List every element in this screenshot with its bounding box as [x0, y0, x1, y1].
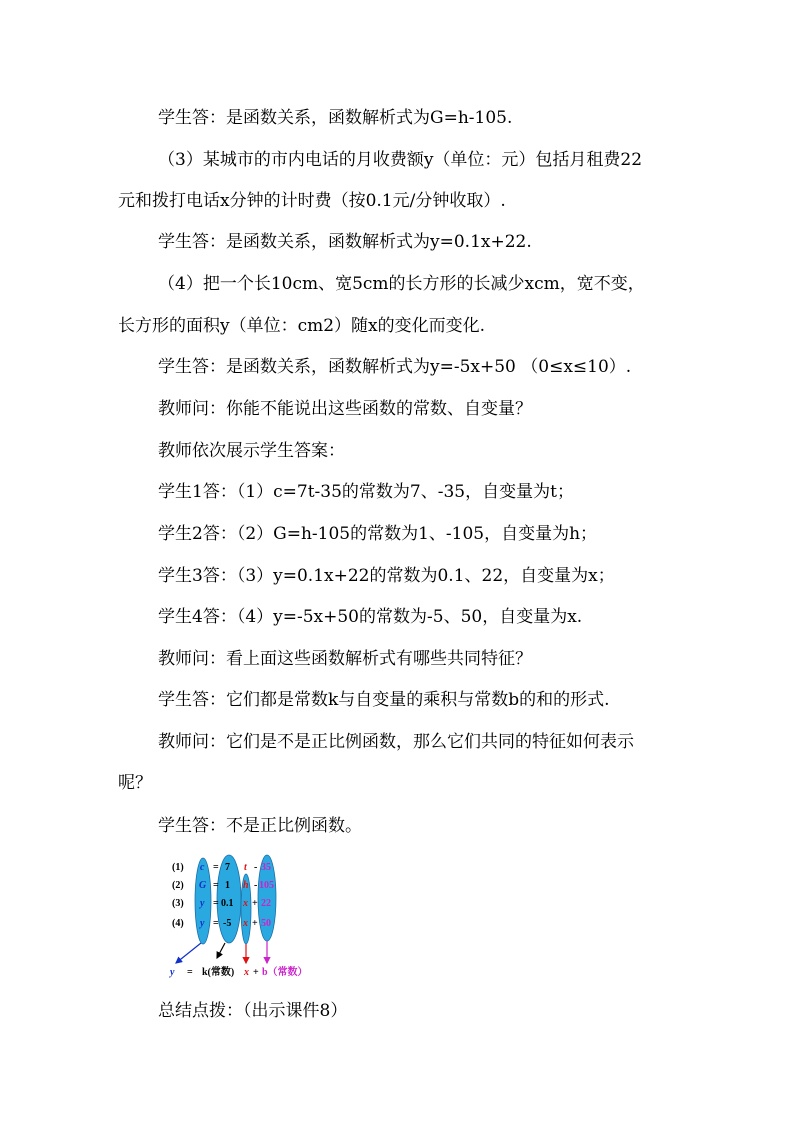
- arrow-y: [176, 943, 201, 963]
- row-label: (3): [172, 898, 184, 909]
- paragraph: 学生答：不是正比例函数。: [158, 816, 362, 836]
- paragraph: 教师问：它们是不是正比例函数，那么它们共同的特征如何表示: [158, 732, 634, 752]
- arrow-k: [217, 943, 225, 958]
- formula-eq: =: [187, 967, 193, 978]
- paragraph: （4）把一个长10cm、宽5cm的长方形的长减少xcm，宽不变，: [158, 274, 645, 294]
- y-var: y: [200, 898, 205, 909]
- paragraph: 教师问：你能不能说出这些函数的常数、自变量？: [158, 399, 532, 419]
- row-label: (4): [172, 918, 184, 929]
- b-value: 50: [261, 918, 271, 929]
- equals-sign: =: [213, 862, 219, 873]
- operator: -: [254, 880, 258, 891]
- paragraph: （3）某城市的市内电话的月收费额y（单位：元）包括月租费22: [158, 150, 643, 170]
- paragraph: 学生答：是函数关系，函数解析式为y=0.1x+22.: [158, 232, 532, 252]
- equals-sign: =: [213, 880, 219, 891]
- paragraph: 教师依次展示学生答案：: [158, 441, 345, 461]
- y-var: c: [200, 862, 205, 873]
- row-label: (2): [172, 880, 184, 891]
- formula-plus: +: [253, 967, 259, 978]
- b-value: 35: [261, 862, 271, 873]
- linear-function-figure: [165, 852, 325, 982]
- row-label: (1): [172, 862, 184, 873]
- b-value: 22: [261, 898, 271, 909]
- paragraph: 教师问：看上面这些函数解析式有哪些共同特征？: [158, 649, 532, 669]
- formula-x: x: [244, 967, 249, 978]
- y-var: G: [199, 880, 207, 891]
- paragraph: 学生3答：（3）y=0.1x+22的常数为0.1、22，自变量为x；: [158, 566, 615, 586]
- paragraph: 长方形的面积y（单位：cm2）随x的变化而变化.: [118, 316, 486, 336]
- paragraph: 学生答：是函数关系，函数解析式为G=h-105.: [158, 108, 513, 128]
- paragraph: 总结点拨：（出示课件8）: [158, 1001, 348, 1021]
- y-var: y: [200, 918, 205, 929]
- b-value: 105: [259, 880, 274, 891]
- operator: -: [254, 862, 258, 873]
- x-var: x: [243, 918, 248, 929]
- operator: +: [252, 898, 258, 909]
- paragraph: 学生2答：（2）G=h-105的常数为1、-105，自变量为h；: [158, 524, 598, 544]
- formula-y: y: [170, 967, 175, 978]
- k-value: 0.1: [221, 898, 234, 909]
- k-value: 1: [225, 880, 230, 891]
- paragraph: 元和拨打电话x分钟的计时费（按0.1元/分钟收取）.: [118, 191, 506, 211]
- x-var: h: [243, 880, 249, 891]
- k-value: 7: [225, 862, 230, 873]
- equals-sign: =: [213, 898, 219, 909]
- paragraph: 学生答：是函数关系，函数解析式为y=-5x+50 （0≤x≤10）.: [158, 357, 632, 377]
- x-var: x: [243, 898, 248, 909]
- equals-sign: =: [213, 918, 219, 929]
- k-value: -5: [223, 918, 232, 929]
- operator: +: [252, 918, 258, 929]
- x-var: t: [244, 862, 247, 873]
- formula-k: k(常数): [202, 967, 235, 978]
- paragraph: 学生答：它们都是常数k与自变量的乘积与常数b的和的形式.: [158, 690, 610, 710]
- paragraph: 学生1答：（1）c=7t-35的常数为7、-35，自变量为t；: [158, 482, 574, 502]
- formula-b: b（常数）: [262, 967, 308, 978]
- paragraph: 呢？: [118, 773, 152, 793]
- paragraph: 学生4答：（4）y=-5x+50的常数为-5、50，自变量为x.: [158, 607, 583, 627]
